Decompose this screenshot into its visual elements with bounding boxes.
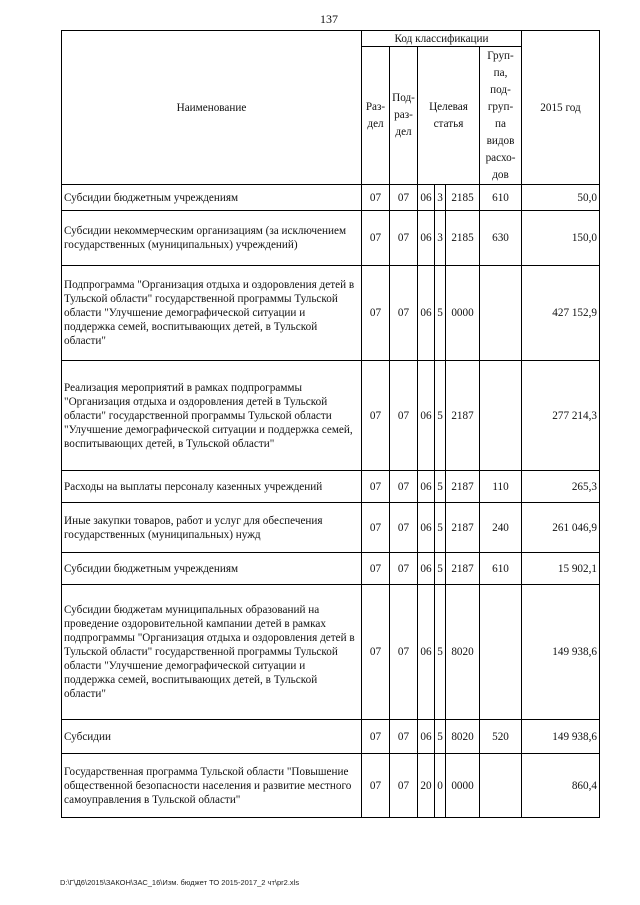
row-expense-group: 240	[480, 503, 522, 553]
row-expense-group: 520	[480, 720, 522, 754]
row-name: Расходы на выплаты персоналу казенных учреждений	[62, 471, 362, 503]
row-target-program: 06	[418, 720, 435, 754]
table-row	[62, 754, 600, 818]
table-row	[62, 585, 600, 720]
header-target-article: Целевая статья	[418, 47, 480, 185]
row-target-subprogram: 0	[435, 754, 446, 818]
row-target-program: 06	[418, 266, 435, 361]
row-name: Субсидии бюджетным учреждениям	[62, 185, 362, 211]
row-target-direction: 2187	[446, 361, 480, 471]
table-row	[62, 266, 600, 361]
row-name: Реализация мероприятий в рамках подпрограммы "Организация отдыха и оздоровления детей в Тульской области" государственной программы Тульской области "Улучшение демографической ситуации и поддержка семей, воспитывающих детей, в Тульской области"	[62, 361, 362, 471]
header-expense-group: Груп- па, под- груп- па видов расхо- дов	[480, 47, 522, 185]
file-path-footer: D:\Г\Д6\2015\ЗАКОН\ЗАС_16\Изм. бюджет ТО 2015-2017_2 чт\pr2.xls	[60, 878, 300, 887]
page-number: 137	[320, 12, 338, 26]
row-target-direction: 2185	[446, 185, 480, 211]
row-expense-group: 610	[480, 553, 522, 585]
row-razdel: 07	[362, 754, 390, 818]
header-name: Наименование	[62, 31, 362, 185]
header-podrazdel: Под- раз- дел	[390, 47, 418, 185]
row-podrazdel: 07	[390, 361, 418, 471]
row-razdel: 07	[362, 211, 390, 266]
row-razdel: 07	[362, 553, 390, 585]
row-target-direction: 2185	[446, 211, 480, 266]
table-row	[62, 471, 600, 503]
header-classification-code: Код классификации	[362, 31, 522, 47]
row-amount: 261 046,9	[522, 503, 600, 553]
row-target-subprogram: 3	[435, 211, 446, 266]
row-razdel: 07	[362, 185, 390, 211]
row-expense-group	[480, 754, 522, 818]
row-razdel: 07	[362, 361, 390, 471]
table-row	[62, 503, 600, 553]
budget-table	[61, 30, 600, 818]
row-podrazdel: 07	[390, 471, 418, 503]
row-target-program: 06	[418, 211, 435, 266]
header-razdel: Раз- дел	[362, 47, 390, 185]
row-target-direction: 0000	[446, 266, 480, 361]
row-razdel: 07	[362, 503, 390, 553]
row-podrazdel: 07	[390, 211, 418, 266]
row-target-program: 06	[418, 471, 435, 503]
row-razdel: 07	[362, 266, 390, 361]
row-name: Подпрограмма "Организация отдыха и оздоровления детей в Тульской области" государственной программы Тульской области "Улучшение демографической ситуации и поддержка семей, воспитывающих детей, в Тульской области"	[62, 266, 362, 361]
row-name: Субсидии бюджетам муниципальных образований на проведение оздоровительной кампании детей в рамках подпрограммы "Организация отдыха и оздоровления детей в Тульской области" государственной программы Тульской области "Улучшение демографической ситуации и поддержка семей, воспитывающих детей, в Тульской области"	[62, 585, 362, 720]
row-podrazdel: 07	[390, 185, 418, 211]
row-name: Субсидии некоммерческим организациям (за исключением государственных (муниципальных) учреждений)	[62, 211, 362, 266]
row-target-program: 06	[418, 553, 435, 585]
row-expense-group	[480, 266, 522, 361]
row-target-subprogram: 5	[435, 266, 446, 361]
row-target-program: 06	[418, 185, 435, 211]
row-name: Иные закупки товаров, работ и услуг для обеспечения государственных (муниципальных) нужд	[62, 503, 362, 553]
row-razdel: 07	[362, 471, 390, 503]
row-expense-group: 610	[480, 185, 522, 211]
row-amount: 277 214,3	[522, 361, 600, 471]
row-target-program: 06	[418, 585, 435, 720]
row-podrazdel: 07	[390, 503, 418, 553]
row-target-subprogram: 5	[435, 503, 446, 553]
row-target-program: 06	[418, 503, 435, 553]
table-row	[62, 720, 600, 754]
row-target-subprogram: 5	[435, 361, 446, 471]
row-target-subprogram: 5	[435, 471, 446, 503]
row-expense-group	[480, 585, 522, 720]
row-target-subprogram: 5	[435, 720, 446, 754]
row-podrazdel: 07	[390, 553, 418, 585]
row-expense-group: 110	[480, 471, 522, 503]
row-expense-group	[480, 361, 522, 471]
row-target-direction: 2187	[446, 553, 480, 585]
row-amount: 149 938,6	[522, 585, 600, 720]
row-target-direction: 8020	[446, 720, 480, 754]
row-podrazdel: 07	[390, 754, 418, 818]
row-expense-group: 630	[480, 211, 522, 266]
row-amount: 860,4	[522, 754, 600, 818]
row-name: Государственная программа Тульской области "Повышение общественной безопасности населения и развитие местного самоуправления в Тульской области"	[62, 754, 362, 818]
row-name: Субсидии бюджетным учреждениям	[62, 553, 362, 585]
header-year: 2015 год	[522, 31, 600, 185]
row-razdel: 07	[362, 585, 390, 720]
row-target-subprogram: 5	[435, 585, 446, 720]
row-target-direction: 8020	[446, 585, 480, 720]
row-target-program: 06	[418, 361, 435, 471]
row-podrazdel: 07	[390, 266, 418, 361]
row-amount: 15 902,1	[522, 553, 600, 585]
row-target-program: 20	[418, 754, 435, 818]
row-target-direction: 0000	[446, 754, 480, 818]
table-row	[62, 553, 600, 585]
row-amount: 150,0	[522, 211, 600, 266]
row-target-subprogram: 3	[435, 185, 446, 211]
row-podrazdel: 07	[390, 720, 418, 754]
row-amount: 149 938,6	[522, 720, 600, 754]
row-amount: 427 152,9	[522, 266, 600, 361]
row-amount: 265,3	[522, 471, 600, 503]
row-amount: 50,0	[522, 185, 600, 211]
row-target-direction: 2187	[446, 503, 480, 553]
table-row	[62, 211, 600, 266]
row-target-subprogram: 5	[435, 553, 446, 585]
table-row	[62, 185, 600, 211]
row-razdel: 07	[362, 720, 390, 754]
row-podrazdel: 07	[390, 585, 418, 720]
row-name: Субсидии	[62, 720, 362, 754]
row-target-direction: 2187	[446, 471, 480, 503]
table-row	[62, 361, 600, 471]
